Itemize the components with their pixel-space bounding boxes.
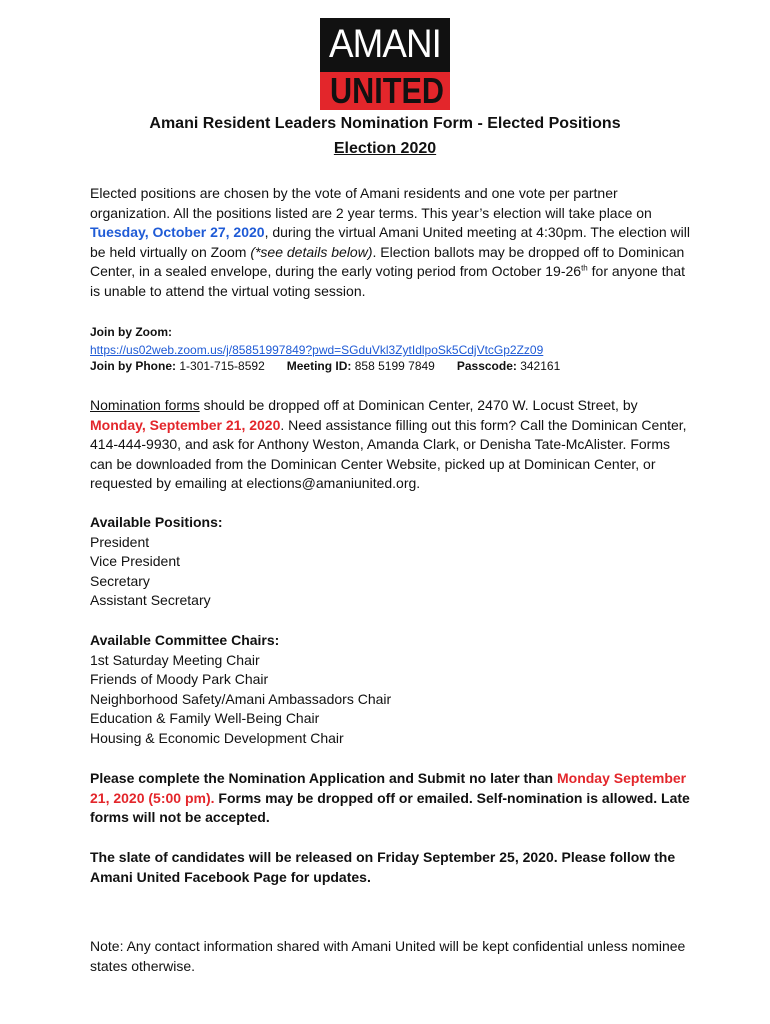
confidentiality-note: Note: Any contact information shared with Amani United will be kept confidential unless nominee states otherwise. <box>90 938 686 974</box>
intro-text-1: Elected positions are chosen by the vote of Amani residents and one vote per partner organization. All the positions listed are 2 year terms. This year’s election will take place on <box>90 185 652 221</box>
ordinal-suffix: th <box>581 263 588 273</box>
amani-united-logo <box>320 18 450 110</box>
submission-deadline: Monday September 21, 2020 (5:00 pm). <box>90 770 687 806</box>
zoom-section <box>90 324 690 358</box>
passcode-label: Passcode: <box>456 359 517 373</box>
list-item: Housing & Economic Development Chair <box>90 729 344 746</box>
positions-list <box>90 533 690 611</box>
nomination-paragraph <box>90 396 690 494</box>
logo-line2-band <box>320 72 450 110</box>
list-item: Friends of Moody Park Chair <box>90 671 269 688</box>
election-year-title: Election 2020 <box>333 140 437 157</box>
logo-line2: UNITED <box>330 70 444 110</box>
nomination-deadline: Monday, September 21, 2020 <box>90 416 281 433</box>
deadline-text-2: Forms may be dropped off or emailed. Self-nomination is allowed. Late forms will not be accepted. <box>90 789 690 826</box>
list-item: President <box>90 533 150 550</box>
committees-heading: Available Committee Chairs: <box>90 632 280 648</box>
meeting-info <box>287 358 435 374</box>
form-title: Amani Resident Leaders Nomination Form - Elected Positions <box>149 115 621 132</box>
logo-line1: AMANI <box>329 22 441 66</box>
phone-number: 1-301-715-8592 <box>176 359 265 373</box>
deadline-text-1: Please complete the Nomination Application and Submit no later than <box>90 770 557 786</box>
deadline-paragraph <box>90 769 690 828</box>
slate-paragraph: The slate of candidates will be released on Friday September 25, 2020. Please follow the Amani United Facebook Page for updates. <box>90 849 676 885</box>
intro-text-4: for anyone that is unable to attend the virtual voting session. <box>90 263 686 299</box>
zoom-label: Join by Zoom: <box>90 325 172 339</box>
nomination-forms-link[interactable]: Nomination forms <box>90 397 200 413</box>
list-item: Vice President <box>90 553 181 570</box>
passcode: 342161 <box>516 359 561 373</box>
positions-heading: Available Positions: <box>90 514 223 530</box>
election-date: Tuesday, October 27, 2020 <box>90 224 265 241</box>
committees-list <box>90 651 690 749</box>
zoom-dial-in-row <box>90 358 710 374</box>
form-subtitle <box>0 139 770 159</box>
list-item: Education & Family Well-Being Chair <box>90 710 320 727</box>
intro-paragraph <box>90 184 690 302</box>
list-item: Assistant Secretary <box>90 592 211 609</box>
nomination-text-1: should be dropped off at Dominican Center, 2470 W. Locust Street, by <box>199 397 638 413</box>
list-item: 1st Saturday Meeting Chair <box>90 651 260 668</box>
passcode-info <box>457 358 560 374</box>
nomination-text-2: . Need assistance filling out this form? Call the Dominican Center, 414-444-9930, and ask for Anthony Weston, Amanda Clark, or Denisha Tate-McAlister. Forms can be downloaded from the Dominican Center Website, picked up at Dominican Center, or requested by emailing at elections@amaniunited.org. <box>90 416 687 492</box>
phone-info <box>90 358 265 374</box>
committees-section <box>90 631 690 749</box>
zoom-link[interactable]: https://us02web.zoom.us/j/85851997849?pwd=SGduVkl3ZytIdlpoSk5CdjVtcGp2Zz09 <box>90 343 544 357</box>
list-item: Neighborhood Safety/Amani Ambassadors Chair <box>90 690 392 707</box>
positions-section <box>90 513 690 611</box>
meeting-id-label: Meeting ID: <box>286 359 352 373</box>
list-item: Secretary <box>90 572 150 589</box>
intro-text-3: . Election ballots may be dropped off to Dominican Center, in a sealed envelope, during the early voting period from October 19-26 <box>90 243 685 280</box>
zoom-details-note: (*see details below) <box>250 243 373 260</box>
phone-label: Join by Phone: <box>90 359 177 373</box>
meeting-id: 858 5199 7849 <box>351 359 435 373</box>
intro-text-2: , during the virtual Amani United meeting at 4:30pm. The election will be held virtually on Zoom <box>90 224 690 260</box>
